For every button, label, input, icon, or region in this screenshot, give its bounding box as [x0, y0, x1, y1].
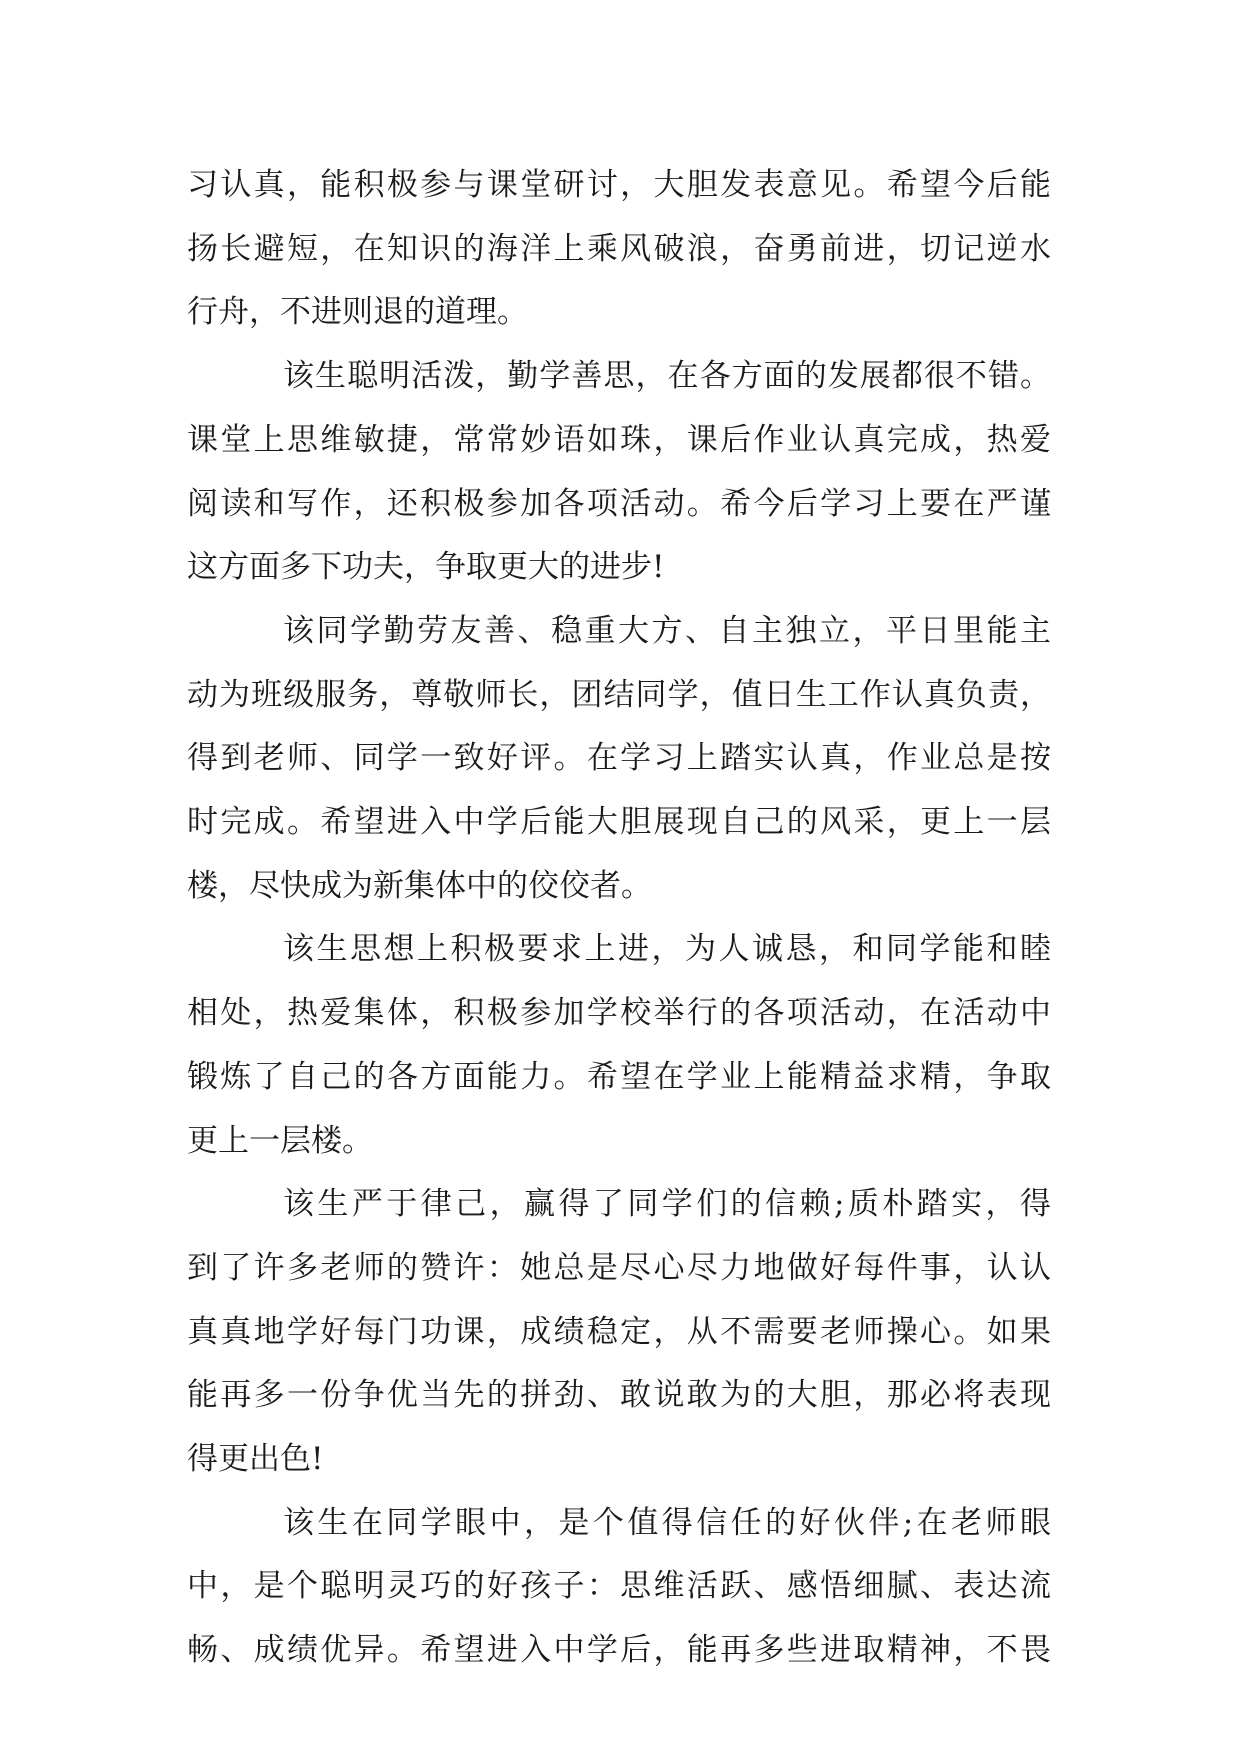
text-line: 扬长避短，在知识的海洋上乘风破浪，奋勇前进，切记逆水	[187, 230, 1051, 267]
text-line: 习认真，能积极参与课堂研讨，大胆发表意见。希望今后能	[187, 167, 1051, 203]
document-body	[187, 154, 1051, 1683]
text-line: 能再多一份争优当先的拼劲、敢说敢为的大胆，那必将表现	[187, 1377, 1051, 1414]
paragraph-1	[187, 154, 1051, 345]
text-line: 到了许多老师的赞许：她总是尽心尽力地做好每件事，认认	[187, 1249, 1051, 1286]
text-line: 该同学勤劳友善、稳重大方、自主独立，平日里能主	[283, 612, 1051, 649]
text-line: 行舟，不进则退的道理。	[187, 294, 528, 331]
text-line: 畅、成绩优异。希望进入中学后，能再多些进取精神，不畏	[187, 1632, 1051, 1669]
text-line: 楼，尽快成为新集体中的佼佼者。	[187, 867, 652, 904]
text-line: 得到老师、同学一致好评。在学习上踏实认真，作业总是按	[187, 740, 1051, 777]
text-line: 该生严于律己，赢得了同学们的信赖;质朴踏实，得	[283, 1186, 1051, 1223]
text-line: 更上一层楼。	[187, 1122, 373, 1159]
text-line: 课堂上思维敏捷，常常妙语如珠，课后作业认真完成，热爱	[187, 421, 1051, 458]
paragraph-5	[187, 1173, 1051, 1492]
paragraph-4	[187, 918, 1051, 1173]
text-line: 阅读和写作，还积极参加各项活动。希今后学习上要在严谨	[187, 485, 1051, 522]
paragraph-6	[187, 1492, 1051, 1683]
paragraph-2	[187, 345, 1051, 600]
text-line: 真真地学好每门功课，成绩稳定，从不需要老师操心。如果	[187, 1313, 1051, 1350]
text-line: 该生在同学眼中，是个值得信任的好伙伴;在老师眼	[283, 1504, 1051, 1541]
text-line: 该生思想上积极要求上进，为人诚恳，和同学能和睦	[283, 931, 1051, 968]
text-line: 时完成。希望进入中学后能大胆展现自己的风采，更上一层	[187, 804, 1051, 841]
text-line: 该生聪明活泼，勤学善思，在各方面的发展都很不错。	[283, 358, 1051, 395]
text-line: 中，是个聪明灵巧的好孩子：思维活跃、感悟细腻、表达流	[187, 1568, 1051, 1605]
text-line: 动为班级服务，尊敬师长，团结同学，值日生工作认真负责，	[187, 676, 1051, 713]
text-line: 这方面多下功夫，争取更大的进步!	[187, 549, 665, 586]
text-line: 得更出色!	[187, 1441, 324, 1478]
text-line: 相处，热爱集体，积极参加学校举行的各项活动，在活动中	[187, 995, 1051, 1032]
paragraph-3	[187, 600, 1051, 919]
text-line: 锻炼了自己的各方面能力。希望在学业上能精益求精，争取	[187, 1058, 1051, 1095]
